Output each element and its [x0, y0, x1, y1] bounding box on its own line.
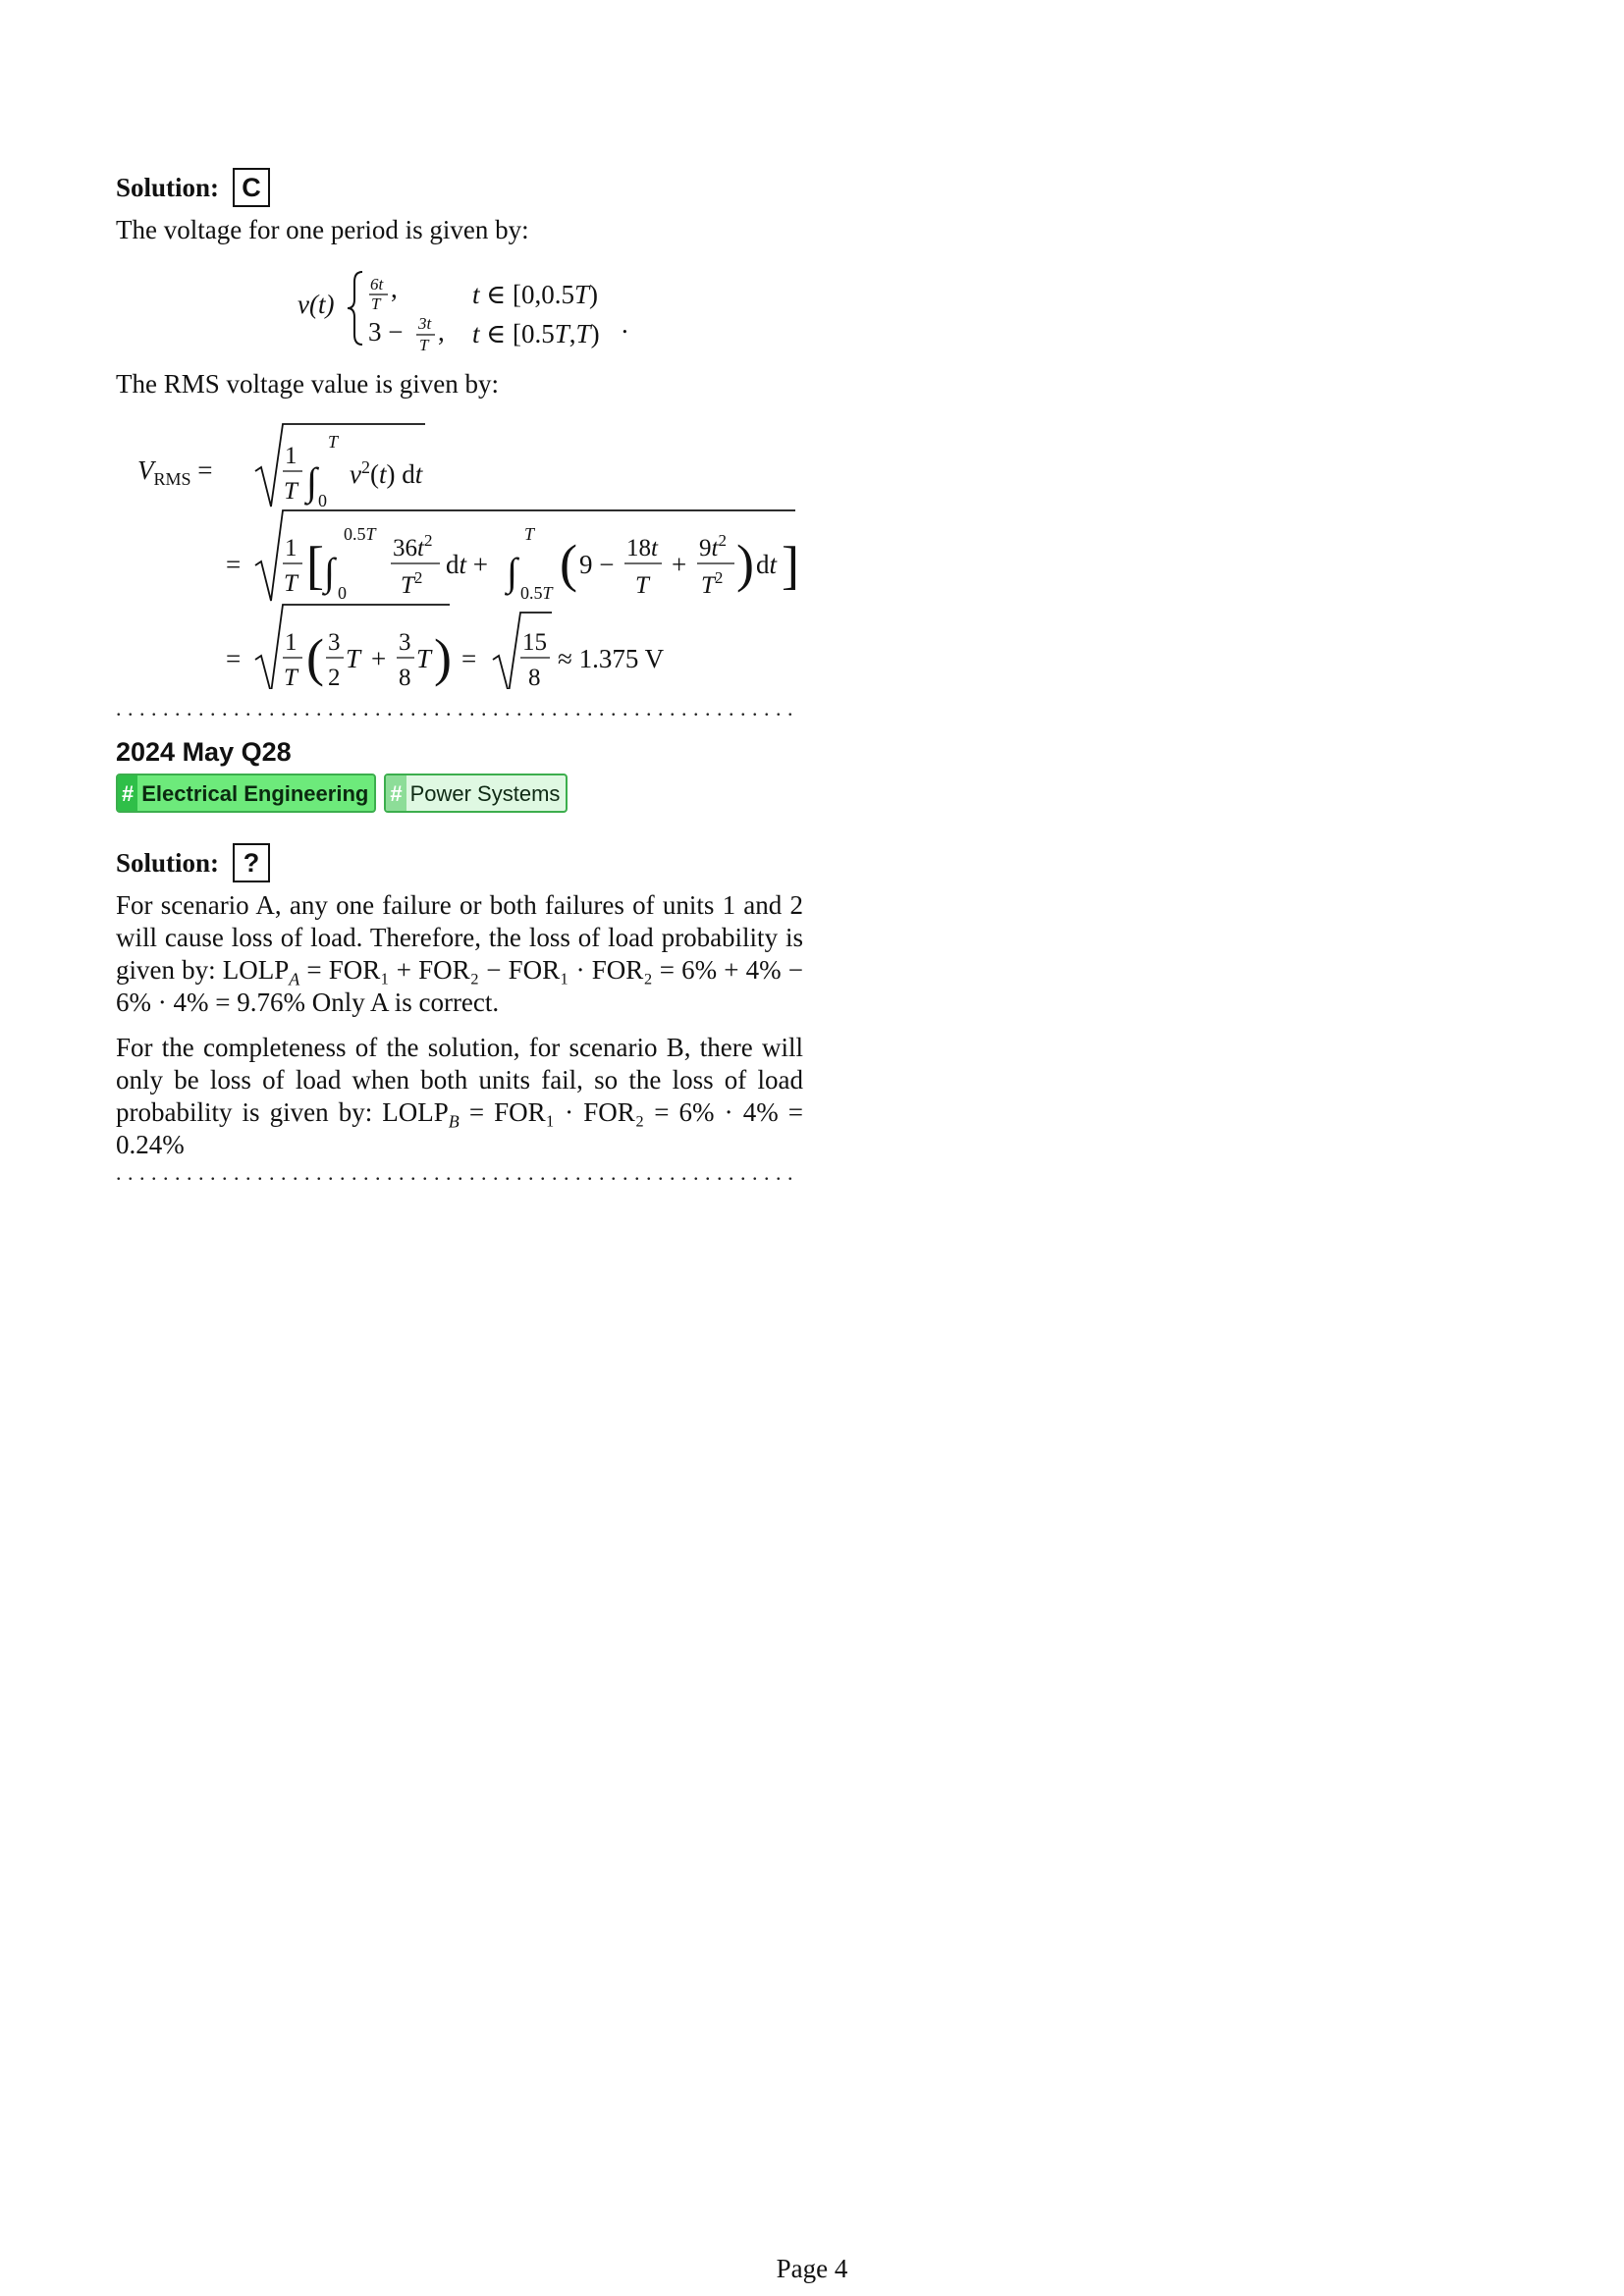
- svg-text:dt: dt: [756, 550, 778, 579]
- rms-result: ≈ 1.375 V: [558, 644, 665, 673]
- svg-text:0.5T: 0.5T: [520, 583, 553, 603]
- svg-text:8: 8: [399, 665, 411, 689]
- svg-text:(: (: [560, 534, 577, 593]
- svg-text:[: [: [306, 536, 324, 595]
- svg-text:T: T: [419, 336, 429, 354]
- hash-icon: #: [118, 775, 137, 811]
- svg-text:0: 0: [318, 491, 327, 510]
- tag-label: Power Systems: [409, 780, 561, 806]
- answer-box: ?: [233, 843, 270, 882]
- separator: ..........................................................: [116, 1163, 799, 1183]
- separator: ..........................................................: [116, 699, 799, 719]
- svg-text:+: +: [672, 550, 687, 579]
- svg-text:T: T: [524, 524, 535, 544]
- svg-text:36t2: $36t^2$: [393, 531, 433, 561]
- tag-electrical-engineering[interactable]: [116, 774, 376, 813]
- solution-label: Solution:: [116, 847, 220, 878]
- svg-text:6t: 6t: [370, 275, 384, 294]
- svg-text:9 −: 9 −: [579, 550, 615, 579]
- voltage-intro: The voltage for one period is given by:: [116, 215, 529, 244]
- svg-text:T: T: [284, 665, 298, 689]
- solution-column: [116, 167, 803, 1183]
- svg-text:dt +: dt +: [446, 550, 488, 579]
- svg-text:): ): [736, 534, 754, 593]
- answer-box: C: [233, 168, 270, 207]
- svg-text:1: 1: [285, 443, 298, 469]
- svg-text:VRMS =: $V_{RMS}$ =: [137, 455, 213, 489]
- svg-text:T: T: [346, 644, 361, 673]
- svg-text:T: T: [284, 478, 298, 505]
- svg-text:0.5T: 0.5T: [344, 524, 376, 544]
- rms-derivation-equation: [135, 408, 803, 689]
- svg-text:3 −: 3 −: [368, 317, 404, 347]
- solution-header: [116, 167, 803, 208]
- tag-power-systems[interactable]: [384, 774, 568, 813]
- scenario-a-paragraph: For scenario A, any one failure or both failures of units 1 and 2 will cause loss of load. Therefore, the loss of load probability is given by: $LOLP_A = FOR_1 + FOR_2 - FOR_1 \cdot FOR_2 = 6\% + 4\% - 6\% \cdot 4\% = 9.76\%$ Only A is correct.: [116, 890, 803, 1017]
- svg-text:,: ,: [391, 274, 398, 303]
- voltage-piecewise-equation: [298, 254, 803, 362]
- svg-text:v2(t) dt: $v^2(t)$ dt: [350, 457, 423, 489]
- svg-text:.: .: [622, 309, 628, 339]
- svg-text:3: 3: [328, 629, 341, 656]
- svg-text:1: 1: [285, 535, 298, 561]
- solution-label: Solution:: [116, 172, 220, 202]
- svg-text:3: 3: [399, 629, 411, 656]
- svg-text:∫: ∫: [507, 550, 517, 594]
- svg-text:3t: 3t: [418, 314, 432, 333]
- svg-text:T2: $T^2$: [701, 568, 724, 599]
- solution-header: [116, 842, 803, 883]
- svg-text:]: ]: [782, 536, 799, 595]
- svg-text:8: 8: [528, 665, 541, 689]
- hash-icon: #: [386, 775, 406, 811]
- svg-text:=: =: [461, 644, 477, 673]
- svg-text:T: T: [635, 572, 649, 599]
- svg-text:9t2: $9t^2$: [699, 531, 727, 561]
- question-title: 2024 May Q28: [116, 737, 292, 767]
- svg-text:15: 15: [522, 629, 547, 656]
- svg-text:t ∈ [0.5T,T): t ∈ [0.5T,T): [472, 319, 600, 348]
- svg-text:=: =: [226, 644, 242, 673]
- svg-text:v(t): v(t): [298, 290, 335, 319]
- svg-text:18t: 18t: [626, 535, 658, 561]
- svg-text:0: 0: [338, 583, 347, 603]
- svg-text:T: T: [284, 570, 298, 597]
- tag-list: [116, 774, 803, 813]
- svg-text:+: +: [371, 644, 387, 673]
- svg-text:,: ,: [438, 317, 445, 347]
- svg-text:(: (: [306, 628, 324, 687]
- svg-text:T2: $T^2$: [401, 568, 423, 599]
- tag-label: Electrical Engineering: [141, 780, 369, 806]
- svg-text:t ∈ [0,0.5T): t ∈ [0,0.5T): [472, 280, 599, 309]
- svg-text:1: 1: [285, 629, 298, 656]
- svg-text:2: 2: [328, 665, 341, 689]
- svg-text:): ): [434, 628, 452, 687]
- svg-text:T: T: [371, 294, 381, 313]
- svg-text:∫: ∫: [324, 550, 335, 594]
- svg-text:T: T: [416, 644, 432, 673]
- svg-text:∫: ∫: [306, 459, 317, 504]
- page-number: Page 4: [776, 2254, 848, 2283]
- scenario-b-paragraph: For the completeness of the solution, for scenario B, there will only be loss of load when both units fail, so the loss of load probability is given by: $LOLP_B = FOR_1 \cdot FOR_2 = 6\% \cdot 4\% = 0.24\%$: [116, 1033, 803, 1159]
- svg-text:=: =: [226, 550, 242, 579]
- svg-text:T: T: [328, 432, 339, 452]
- rms-intro: The RMS voltage value is given by:: [116, 369, 499, 399]
